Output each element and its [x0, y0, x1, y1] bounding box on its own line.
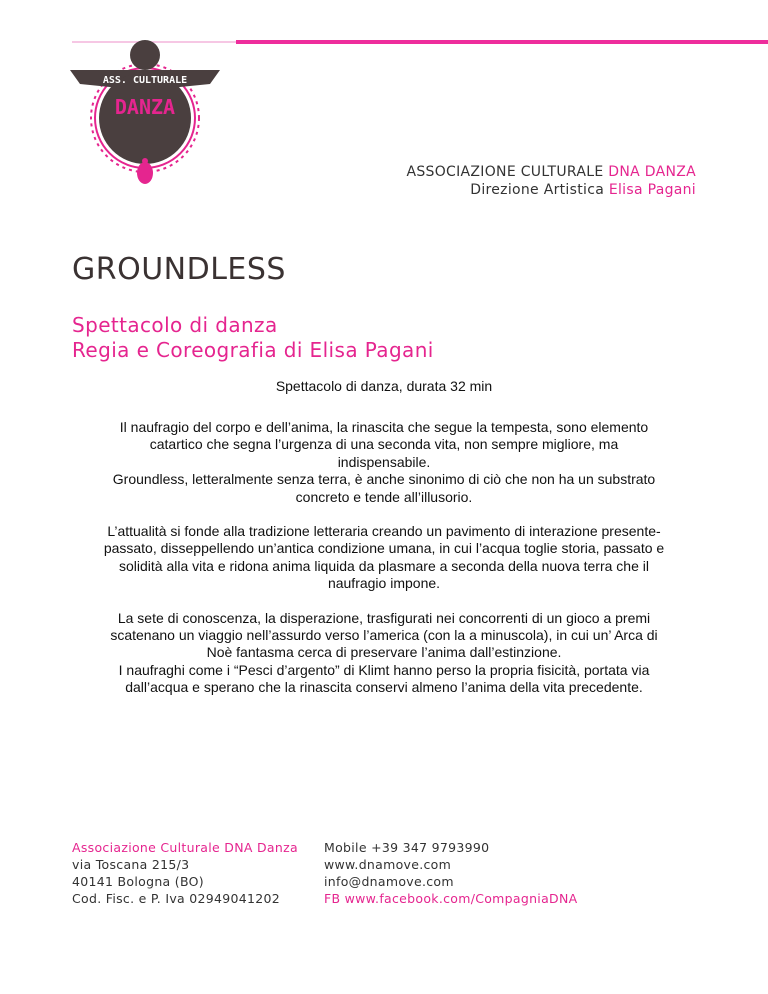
dna-danza-logo [70, 40, 220, 190]
footer-fiscal: Cod. Fisc. e P. Iva 02949041202 [72, 891, 281, 906]
paragraph-2: L’attualità si fonde alla tradizione letteraria creando un pavimento di interazione presente- passato, disseppellendo un’antica condizione umana, in cui l’acqua toglie storia, passato e solidità alla vita e ridona anima liquida da plasmare a seconda della nuova terra che il naufragio impone. [103, 523, 665, 592]
duration-text: Spettacolo di danza, durata 32 min [275, 378, 493, 394]
footer-org: Associazione Culturale DNA Danza [72, 840, 298, 855]
association-header [406, 163, 696, 199]
header-rule [236, 40, 768, 44]
association-name: ASSOCIAZIONE CULTURALE DNA DANZA [406, 164, 696, 180]
artistic-direction: Direzione Artistica Elisa Pagani [470, 182, 696, 198]
paragraph-1: Il naufragio del corpo e dell’anima, la rinascita che segue la tempesta, sono elemento catartico che segna l’urgenza di una seconda vita, non sempre migliore, ma indispensabile. Groundless, letteralmente senza terra, è anche sinonimo di ciò che non ha un substrato concreto e tende all’illusorio. [112, 419, 656, 505]
subtitle [72, 313, 434, 363]
subtitle-line-2: Regia e Coreografia di Elisa Pagani [72, 338, 434, 362]
footer-contacts [324, 839, 624, 907]
logo-pendant [137, 162, 153, 184]
logo-head [130, 40, 160, 70]
logo-text-danza: DANZA [114, 95, 176, 119]
paragraph-3: La sete di conoscenza, la disperazione, trasfigurati nei concorrenti di un gioco a premi scatenano un viaggio nell’assurdo verso l’america (con la a minuscola), in cui un’ Arca di Noè fantasma cerca di preservare l’anima dall’estinzione. I naufraghi come i “Pesci d’argento” di Klimt hanno perso la propria fisicità, portata via dall’acqua e sperano che la rinascita conservi almeno l’anima della vita precedente. [110, 609, 658, 696]
footer-mobile: Mobile +39 347 9793990 [324, 840, 490, 855]
footer-address [72, 839, 312, 907]
logo-text-top: ASS. CULTURALE [102, 75, 188, 86]
footer-city: 40141 Bologna (BO) [72, 874, 204, 889]
footer-website[interactable]: www.dnamove.com [324, 857, 452, 872]
footer-street: via Toscana 215/3 [72, 857, 190, 872]
description [62, 419, 706, 714]
subtitle-line-1: Spettacolo di danza [72, 313, 278, 337]
footer-facebook[interactable]: FB www.facebook.com/CompagniaDNA [324, 891, 578, 906]
page-title: GROUNDLESS [72, 252, 286, 287]
footer-email[interactable]: info@dnamove.com [324, 874, 454, 889]
